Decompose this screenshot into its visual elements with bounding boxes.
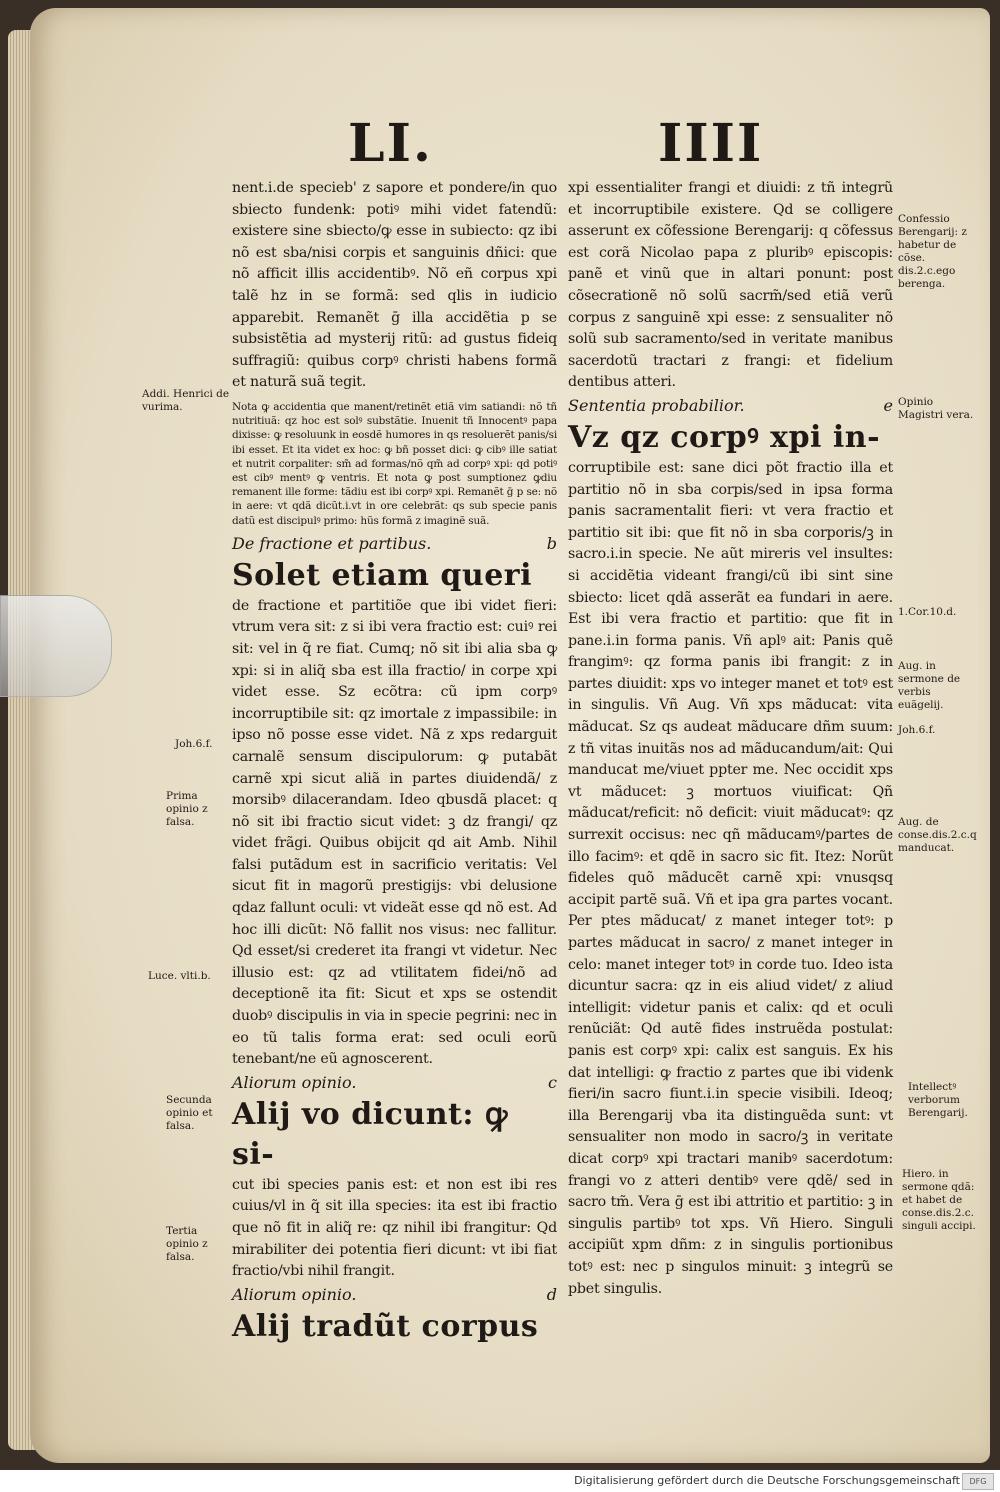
left-text-column (232, 178, 557, 1347)
heading-letter: b (546, 533, 557, 553)
heading-letter: e (883, 395, 893, 415)
margin-note-right: Opinio Magistri vera. (898, 396, 974, 421)
margin-note-right: Joh.6.f. (898, 724, 936, 736)
margin-note-left: Secunda opinio et falsa. (166, 1094, 213, 1132)
margin-note-right: 1.Cor.10.d. (898, 606, 957, 618)
margin-note-left: Addi. Henrici de vurima. (142, 388, 230, 413)
large-opening-line-1: Solet etiam queri (232, 557, 533, 593)
left-note-paragraph: Nota ꝙ accidentia que manent/retinẽt etiã vim satiandi: nõ tñ nutritiuã: qz hoc est solꝰ substãtie. Inuenit tñ Innocentꝰ papa dixisse: ꝙ resoluunk in eosdẽ humores in qs resoluerẽt panis/si ibi esset. Et ita videt ex hoc: ꝙ bñ posset dici: ꝙ cibꝰ ille satiat et nutrit corpaliter: sm̃ ad formas/nõ qm̃ ad corpꝰ xpi: qd potiꝰ est cibꝰ mentꝰ ꝙ ventris. Et nota ꝙ post sumptionez ꝙdiu remanent ille forme: tãdiu est ibi corpꝰ xpi. Remanẽt ḡ p se: nõ in aere: vt qdã dicũt.i.vt in ore celebrãt: qs sub specie panis datũ est discipulꝰ primo: hũs formã z imaginẽ suã. (232, 400, 557, 527)
margin-note-left: Luce. vlti.b. (148, 970, 211, 982)
margin-note-left: Prima opinio z falsa. (166, 790, 208, 828)
heading-text: De fractione et partibus. (232, 533, 432, 553)
margin-note-left: Joh.6.f. (175, 738, 213, 750)
large-opening-line-right: Vz qz corpꝰ xpi in- (568, 419, 881, 455)
heading-text: Aliorum opinio. (232, 1284, 357, 1304)
right-text-column (568, 178, 893, 1300)
heading-letter: c (548, 1072, 557, 1092)
section-heading-fraction (232, 532, 557, 556)
folio-header-right: IIII (658, 113, 764, 174)
margin-note-right: Aug. de conse.dis.2.c.q manducat. (898, 816, 977, 854)
book-page (30, 8, 990, 1463)
margin-note-right: Hiero. in sermone qdã: et habet de conse.dis.2.c. singuli accipi. (902, 1168, 976, 1232)
page-clip (0, 595, 112, 697)
heading-text: Aliorum opinio. (232, 1072, 357, 1092)
folio-header-left: LI. (348, 113, 433, 174)
dfg-logo-icon: DFG (962, 1473, 994, 1490)
margin-note-left: Tertia opinio z falsa. (166, 1225, 208, 1263)
footer-bar (0, 1470, 1000, 1492)
section-heading-sententia (568, 394, 893, 418)
right-paragraph-1: xpi essentialiter frangi et diuidi: z tñ integrũ et incorruptibile existere. Qd se colligere asserunt ex cõfessione Berengarij: q cõfessus est corã Nicolao papa z pluribꝰ episcopis: panẽ et vinũ que in altari ponunt: post cõsecrationẽ nõ solũ sacrm̃/sed etiã verũ corpus z sanguinẽ xpi esse: z sensualiter nõ solũ sub sacramento/sed in veritate manibus sacerdotũ tractari z frangi: et fidelium dentibus atteri. (568, 180, 893, 391)
heading-text: Sententia probabilior. (568, 395, 745, 415)
margin-note-right: Confessio Berengarij: z habetur de cõse. dis.2.c.ego berenga. (898, 213, 967, 290)
section-heading-opinion-c (232, 1071, 557, 1095)
left-paragraph-2: de fractione et partitiõe que ibi videt fieri: vtrum vera sit: z si ibi vera fractio est: cuiꝰ rei sit: vel in q̃ re fiat. Cumq; nõ sit ibi alia sba ꝙ xpi: si in aliq̃ sba est illa fractio/ in corpe xpi videt esse. Sz ecõtra: cũ ipm corpꝰ incorruptibile sit: qz imortale z impassibile: in ipso nõ posse esse videt. Nã z xps redarguit carnalẽ sensum discipulorum: ꝙ putabãt carnẽ xpi sicut aliã in partes diuidendã/ z morsibꝰ dilacerandam. Ideo qbusdã placet: q nõ sit ibi fractio sicut videt: ꝫ dz frangi/ qz videt frãgi. Quibus obijcit qd ait Amb. Nihil falsi putãdum est in sacrificio veritatis: Vel sicut fit in magorũ prestigijs: vbi delusione qdaz fallunt oculi: vt videãt esse qd nõ est. Ad hoc illi dicũt: Nõ fallit nos visus: nec fallitur. Qd esset/si crederet ita frangi vt videtur. Nec illusio est: qz ad vtilitatem fidei/nõ ad deceptionẽ ita fit: Sicut et xps se ostendit duobꝰ discipulis in via in specie pegrini: nec in eo tũ talis forma erat: sed oculi eorũ tenebant/ne eũ agnoscerent. (232, 597, 557, 1068)
margin-note-right: Intellectꝰ verborum Berengarij. (908, 1081, 968, 1119)
large-opening-line-2: Alij vo dicunt: ꝙ si- (232, 1096, 508, 1172)
left-paragraph-1: nent.i.de specieb' z sapore et pondere/in quo sbiecto fundenk: potiꝰ mihi videt fatendũ: existere sine sbiecto/ꝙ esse in subiecto: qz ibi nõ est sba/nisi corpis et sanguinis dñici: que nõ afficit illis accidentibꝰ. Nõ eñ corpus xpi talẽ hz in se formã: sed qlis in iudicio apparebit. Remanẽt ḡ illa accidẽtia p se subsistẽtia ad mysterij ritũ: ad gustus fideiq suffragiũ: quibus corpꝰ christi habens formã et naturã suã tegit. (232, 180, 557, 391)
large-opening-line-3: Alij tradũt corpus (232, 1308, 539, 1344)
left-paragraph-3: cut ibi species panis est: et non est ibi res cuius/vl in q̃ sit illa species: ita est ibi fractio que nõ fit in aliq̃ re: qz nihil ibi frangitur: Qd mirabiliter dei potentia fieri dicunt: vt ibi fiat fractio/vbi nihil frangit. (232, 1176, 557, 1280)
margin-note-right: Aug. in sermone de verbis euãgelij. (898, 660, 961, 711)
funding-credit: Digitalisierung gefördert durch die Deutsche Forschungsgemeinschaft (574, 1474, 960, 1487)
heading-letter: d (546, 1284, 557, 1304)
right-paragraph-2: corruptibile est: sane dici põt fractio illa et partitio nõ in sba corpis/sed in ipsa forma panis sacramentalit fieri: vt vera fractio et partitio sit ibi: que fit nõ in sba corporis/ꝫ in sacro.i.in specie. Ne aũt mireris vel insultes: si accidẽtia videant frangi/cũ ibi sint sine sbiecto: licet qdã asserãt ea fundari in aere. Est ibi vera fractio et partitio: que fit in pane.i.in forma panis. Vñ aplꝰ ait: Panis quẽ frangimꝰ: qz forma panis ibi frangit: z in partes diuidit: xps vo integer manet et totꝰ est in singulis. Vñ Aug. Vñ xps mãducat: vita mãducat. Sz qs audeat mãducare dñm suum: z tñ vitas inuitãs nos ad mãducandum/ait: Qui manducat me/viuet ppter me. Nec occidit xps vt mãducet: ꝫ mortuos viuificat: Qñ mãducat/reficit: nõ deficit: viuit mãducatꝰ: qz surrexit occisus: nec qñ mãducamꝰ/partes de illo facimꝰ: et qdẽ in sacro sic fit. Itez: Norũt fideles quõ mãducẽt carnẽ xpi: vnusqsq accipit partẽ suã. Vñ et ipa gra partes vocant. Per ptes mãducat/ z manet integer totꝰ: p partes mãducat in sacro/ z manet integer in celo: manet integer totꝰ in corde tuo. Ideo ista dicuntur sacra: qz in eis aliud videt/ z aliud intelligit: videtur panis et calix: qd et oculi renũciãt: Qd autẽ fides instruẽda postulat: panis est corpꝰ xpi: calix est sanguis. Ex his dat intelligi: ꝙ fractio z partes que ibi videnk fieri/in sacro fiunt.i.in specie visibili. Ideoq; illa Berengarij vba ita distinguẽda sunt: vt sensualiter non modo in sacro/ꝫ in veritate dicat corpꝰ xpi tractari manibꝰ sacerdotum: frangi vo z atteri dentibꝰ vere qdẽ/ sed in sacro tm̃. Vera ḡ est ibi attritio et partitio: ꝫ in singulis partibꝰ tot xps. Vñ Hiero. Singuli accipiũt xpm dñm: z in singulis portionibus totꝰ est: nec p singulos minuit: ꝫ integrũ se pbet singulis. (568, 459, 893, 1297)
section-heading-opinion-d (232, 1283, 557, 1307)
